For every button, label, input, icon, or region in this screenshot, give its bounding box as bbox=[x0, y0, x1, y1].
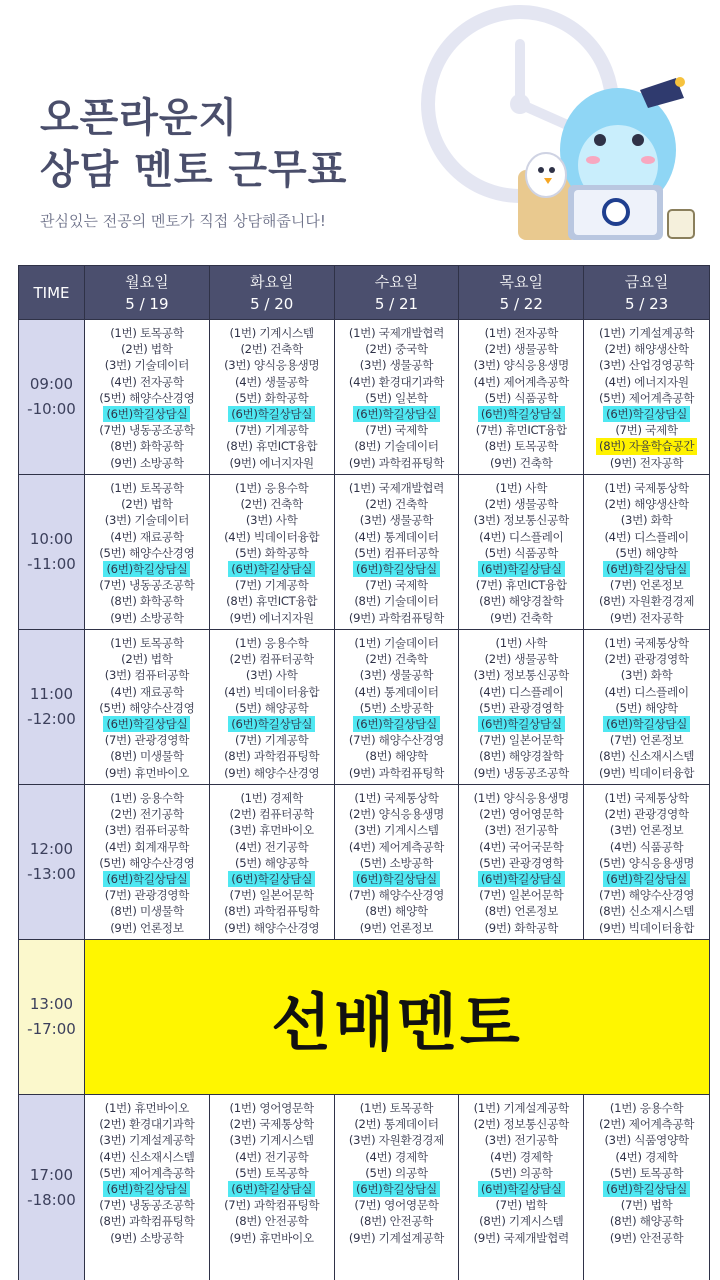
mentor-entry: (3번) 기술데이터 bbox=[104, 358, 190, 373]
mentor-entry: (6번)학길상담실 bbox=[603, 1181, 690, 1197]
mentor-entry: (4번) 회계재무학 bbox=[104, 839, 190, 854]
schedule-table bbox=[18, 265, 710, 1280]
mentor-entry: (8번) 휴먼ICT융합 bbox=[226, 439, 318, 454]
time-end: -17:00 bbox=[27, 1020, 76, 1038]
mentor-entry: (7번) 휴먼ICT융합 bbox=[475, 423, 567, 438]
mentor-entry: (7번) 기계공학 bbox=[234, 578, 309, 593]
mentor-entry: (2번) 전기공학 bbox=[110, 807, 184, 822]
mentor-entry: (4번) 통계데이터 bbox=[354, 529, 439, 544]
mascot-icon bbox=[508, 70, 708, 250]
mentor-entry: (6번)학길상담실 bbox=[228, 561, 315, 577]
mentor-entry: (3번) 기계시스템 bbox=[354, 823, 439, 838]
mentor-entry: (2번) 해양생산학 bbox=[604, 342, 689, 357]
page-title bbox=[40, 92, 347, 196]
mentor-entry: (8번) 토목공학 bbox=[484, 439, 558, 454]
mentor-cell bbox=[210, 785, 335, 940]
mentor-entry: (1번) 토목공학 bbox=[110, 481, 184, 495]
mentor-entry: (3번) 사학 bbox=[245, 668, 298, 683]
mentor-entry: (6번)학길상담실 bbox=[478, 716, 565, 732]
mentor-entry: (6번)학길상담실 bbox=[103, 561, 190, 577]
mentor-entry: (4번) 디스플레이 bbox=[604, 684, 689, 699]
mentor-entry: (7번) 법학 bbox=[495, 1198, 548, 1213]
mentor-entry: (9번) 소방공학 bbox=[110, 610, 184, 625]
mentor-entry: (1번) 국제개발협력 bbox=[348, 481, 445, 495]
mentor-entry: (3번) 양식응용생명 bbox=[473, 358, 569, 373]
day-header bbox=[584, 266, 709, 320]
mentor-entry: (6번)학길상담실 bbox=[228, 871, 315, 887]
mentor-cell bbox=[584, 630, 709, 785]
mentor-entry: (7번) 일본어문학 bbox=[479, 733, 564, 748]
mentor-entry: (9번) 소방공학 bbox=[110, 1230, 184, 1245]
day-date: 5 / 20 bbox=[250, 294, 294, 313]
header bbox=[0, 0, 720, 265]
mentor-entry: (2번) 건축학 bbox=[365, 497, 428, 512]
mentor-entry: (6번)학길상담실 bbox=[478, 561, 565, 577]
mentor-cell bbox=[335, 630, 460, 785]
mentor-entry: (2번) 영어영문학 bbox=[479, 807, 564, 822]
mentor-entry: (8번) 미생물학 bbox=[110, 904, 184, 919]
mentor-entry: (6번)학길상담실 bbox=[603, 716, 690, 732]
mentor-entry: (9번) 전자공학 bbox=[609, 610, 684, 625]
mentor-entry: (1번) 영어영문학 bbox=[229, 1101, 314, 1115]
mentor-cell bbox=[85, 475, 210, 630]
day-date: 5 / 21 bbox=[374, 294, 419, 313]
mentor-entry: (9번) 에너지자원 bbox=[229, 455, 314, 470]
mentor-entry: (9번) 빅데이터융합 bbox=[598, 920, 695, 935]
mentor-entry: (9번) 화학공학 bbox=[484, 920, 558, 935]
mentor-entry: (5번) 관광경영학 bbox=[479, 700, 564, 715]
day-header bbox=[459, 266, 584, 320]
senior-mentor-banner: 선배멘토 bbox=[85, 940, 709, 1095]
mentor-entry: (3번) 양식응용생명 bbox=[224, 358, 320, 373]
mentor-entry: (5번) 관광경영학 bbox=[479, 855, 564, 870]
mentor-entry: (7번) 관광경영학 bbox=[104, 888, 190, 903]
mentor-entry: (7번) 일본어문학 bbox=[479, 888, 564, 903]
mentor-entry: (5번) 해양수산경영 bbox=[99, 390, 195, 405]
mentor-entry: (4번) 경제학 bbox=[490, 1149, 553, 1164]
mentor-entry: (9번) 기계설계공학 bbox=[348, 1230, 445, 1245]
mentor-entry: (4번) 국어국문학 bbox=[479, 839, 564, 854]
title-line-1: 오픈라운지 bbox=[40, 95, 239, 141]
mentor-entry: (6번)학길상담실 bbox=[478, 1181, 565, 1197]
time-start: 10:00 bbox=[29, 530, 74, 548]
mentor-entry: (1번) 사학 bbox=[495, 636, 548, 650]
mentor-entry: (4번) 디스플레이 bbox=[479, 529, 564, 544]
day-name: 월요일 bbox=[125, 272, 169, 291]
mentor-entry: (7번) 해양수산경영 bbox=[348, 733, 445, 748]
mentor-entry: (9번) 해양수산경영 bbox=[224, 765, 320, 780]
mentor-cell bbox=[459, 1095, 584, 1280]
mentor-entry: (1번) 경제학 bbox=[240, 791, 303, 805]
mentor-entry: (2번) 생물공학 bbox=[484, 652, 558, 667]
mentor-cell bbox=[584, 475, 709, 630]
mentor-entry: (6번)학길상담실 bbox=[603, 871, 690, 887]
mentor-entry: (8번) 신소재시스템 bbox=[598, 904, 695, 919]
mentor-entry: (3번) 생물공학 bbox=[359, 668, 434, 683]
mentor-entry: (7번) 기계공학 bbox=[234, 733, 309, 748]
mentor-entry: (4번) 생물공학 bbox=[234, 374, 309, 389]
mentor-cell bbox=[210, 1095, 335, 1280]
mentor-entry: (9번) 건축학 bbox=[490, 610, 553, 625]
mentor-entry: (2번) 생물공학 bbox=[484, 497, 558, 512]
mentor-entry: (3번) 컴퓨터공학 bbox=[104, 823, 190, 838]
mentor-entry: (1번) 휴먼바이오 bbox=[104, 1101, 190, 1115]
mentor-entry: (1번) 국제통상학 bbox=[604, 791, 689, 805]
mentor-entry: (5번) 양식응용생명 bbox=[598, 855, 695, 870]
mentor-entry: (5번) 의공학 bbox=[490, 1165, 553, 1180]
mentor-entry: (3번) 휴먼바이오 bbox=[229, 823, 314, 838]
time-end: -12:00 bbox=[27, 710, 76, 728]
mentor-entry: (3번) 생물공학 bbox=[359, 513, 434, 528]
mentor-cell bbox=[459, 630, 584, 785]
mentor-entry: (8번) 기술데이터 bbox=[354, 594, 439, 609]
mentor-entry: (7번) 국제학 bbox=[615, 423, 678, 438]
mentor-entry: (8번) 자율학습공간 bbox=[596, 438, 697, 454]
mentor-entry: (2번) 법학 bbox=[121, 342, 173, 357]
mentor-entry: (4번) 디스플레이 bbox=[604, 529, 689, 544]
mentor-cell bbox=[85, 1095, 210, 1280]
mentor-entry: (1번) 기술데이터 bbox=[354, 636, 439, 650]
mentor-entry: (7번) 국제학 bbox=[365, 578, 428, 593]
time-start: 11:00 bbox=[29, 685, 74, 703]
mentor-entry: (3번) 컴퓨터공학 bbox=[104, 668, 190, 683]
mentor-entry: (2번) 국제통상학 bbox=[229, 1117, 314, 1132]
mentor-entry: (9번) 언론정보 bbox=[110, 920, 184, 935]
mentor-entry: (7번) 관광경영학 bbox=[104, 733, 190, 748]
mentor-entry: (1번) 양식응용생명 bbox=[473, 791, 569, 805]
day-header bbox=[85, 266, 210, 320]
mentor-entry: (9번) 과학컴퓨팅학 bbox=[348, 455, 445, 470]
mentor-entry: (4번) 재료공학 bbox=[110, 684, 184, 699]
time-start: 13:00 bbox=[29, 995, 74, 1013]
mentor-entry: (7번) 일본어문학 bbox=[229, 888, 314, 903]
mentor-entry: (8번) 해양경찰학 bbox=[479, 749, 564, 764]
mentor-entry: (9번) 언론정보 bbox=[359, 920, 434, 935]
mentor-entry: (2번) 환경대기과학 bbox=[99, 1117, 195, 1132]
mentor-entry: (1번) 토목공학 bbox=[110, 636, 184, 650]
mentor-cell bbox=[335, 785, 460, 940]
mentor-entry: (3번) 산업경영공학 bbox=[598, 358, 695, 373]
mentor-entry: (3번) 기계시스템 bbox=[229, 1133, 314, 1148]
mentor-entry: (5번) 토목공학 bbox=[609, 1165, 684, 1180]
day-name: 목요일 bbox=[499, 272, 544, 291]
mentor-entry: (2번) 관광경영학 bbox=[604, 652, 689, 667]
mentor-entry: (4번) 환경대기과학 bbox=[348, 374, 445, 389]
mentor-entry: (8번) 기계시스템 bbox=[479, 1214, 564, 1229]
mentor-entry: (1번) 국제개발협력 bbox=[348, 326, 445, 340]
mentor-entry: (7번) 국제학 bbox=[365, 423, 428, 438]
mentor-entry: (6번)학길상담실 bbox=[103, 871, 190, 887]
day-header bbox=[210, 266, 335, 320]
time-end: -10:00 bbox=[27, 400, 76, 418]
time-slot bbox=[19, 1095, 85, 1280]
mentor-cell bbox=[85, 320, 210, 475]
mentor-entry: (8번) 신소재시스템 bbox=[598, 749, 695, 764]
mentor-cell bbox=[85, 785, 210, 940]
mentor-entry: (8번) 안전공학 bbox=[234, 1214, 309, 1229]
mentor-entry: (8번) 화학공학 bbox=[110, 439, 184, 454]
mentor-entry: (9번) 안전공학 bbox=[609, 1230, 684, 1245]
mentor-entry: (6번)학길상담실 bbox=[103, 716, 190, 732]
mentor-entry: (3번) 기술데이터 bbox=[104, 513, 190, 528]
mentor-entry: (5번) 식품공학 bbox=[484, 390, 558, 405]
mentor-entry: (1번) 전자공학 bbox=[484, 326, 558, 340]
mentor-entry: (2번) 해양생산학 bbox=[604, 497, 689, 512]
mentor-entry: (2번) 통계데이터 bbox=[354, 1117, 439, 1132]
mentor-entry: (4번) 빅데이터융합 bbox=[224, 684, 320, 699]
mentor-entry: (3번) 정보통신공학 bbox=[473, 513, 569, 528]
mentor-entry: (6번)학길상담실 bbox=[103, 1181, 190, 1197]
title-line-2: 상담 멘토 근무표 bbox=[40, 147, 348, 193]
mentor-entry: (6번)학길상담실 bbox=[103, 406, 190, 422]
mentor-entry: (5번) 해양학 bbox=[615, 545, 678, 560]
mentor-entry: (2번) 법학 bbox=[121, 652, 173, 667]
day-header bbox=[335, 266, 460, 320]
mentor-entry: (9번) 과학컴퓨팅학 bbox=[348, 765, 445, 780]
mentor-entry: (4번) 경제학 bbox=[365, 1149, 428, 1164]
mentor-entry: (1번) 국제통상학 bbox=[604, 481, 689, 495]
page-subtitle: 관심있는 전공의 멘토가 직접 상담해줍니다! bbox=[40, 212, 326, 230]
time-start: 09:00 bbox=[29, 375, 74, 393]
mentor-entry: (6번)학길상담실 bbox=[603, 406, 690, 422]
mentor-entry: (9번) 빅데이터융합 bbox=[598, 765, 695, 780]
mentor-entry: (8번) 과학컴퓨팅학 bbox=[224, 904, 320, 919]
mentor-entry: (9번) 에너지자원 bbox=[229, 610, 314, 625]
mentor-entry: (4번) 디스플레이 bbox=[479, 684, 564, 699]
mentor-entry: (8번) 화학공학 bbox=[110, 594, 184, 609]
time-start: 12:00 bbox=[29, 840, 74, 858]
mentor-entry: (2번) 건축학 bbox=[240, 342, 303, 357]
mentor-entry: (3번) 식품영양학 bbox=[604, 1133, 689, 1148]
mentor-entry: (9번) 휴먼바이오 bbox=[104, 765, 190, 780]
time-end: -13:00 bbox=[27, 865, 76, 883]
mentor-entry: (7번) 해양수산경영 bbox=[598, 888, 695, 903]
mentor-entry: (7번) 언론정보 bbox=[609, 578, 684, 593]
mentor-cell bbox=[335, 1095, 460, 1280]
mentor-entry: (5번) 일본학 bbox=[365, 390, 428, 405]
mentor-entry: (8번) 자원환경경제 bbox=[598, 594, 695, 609]
time-end: -11:00 bbox=[27, 555, 76, 573]
mentor-cell bbox=[584, 320, 709, 475]
mentor-entry: (3번) 사학 bbox=[245, 513, 298, 528]
mentor-entry: (6번)학길상담실 bbox=[353, 871, 440, 887]
mentor-entry: (3번) 기계설계공학 bbox=[99, 1133, 195, 1148]
mentor-entry: (2번) 컴퓨터공학 bbox=[229, 807, 314, 822]
mentor-entry: (3번) 전기공학 bbox=[484, 1133, 558, 1148]
mentor-entry: (5번) 토목공학 bbox=[234, 1165, 309, 1180]
mentor-entry: (7번) 휴먼ICT융합 bbox=[475, 578, 567, 593]
mentor-entry: (2번) 관광경영학 bbox=[604, 807, 689, 822]
mentor-entry: (3번) 언론정보 bbox=[609, 823, 684, 838]
mentor-entry: (2번) 중국학 bbox=[365, 342, 428, 357]
mentor-entry: (9번) 해양수산경영 bbox=[224, 920, 320, 935]
mentor-entry: (7번) 냉동공조공학 bbox=[99, 578, 195, 593]
day-name: 수요일 bbox=[374, 272, 419, 291]
mentor-entry: (8번) 해양학 bbox=[365, 749, 428, 764]
mentor-entry: (8번) 해양공학 bbox=[609, 1214, 684, 1229]
mentor-entry: (7번) 냉동공조공학 bbox=[99, 1198, 195, 1213]
mentor-entry: (5번) 제어계측공학 bbox=[598, 390, 695, 405]
mentor-entry: (4번) 제어계측공학 bbox=[348, 839, 445, 854]
mentor-entry: (8번) 기술데이터 bbox=[354, 439, 439, 454]
time-end: -18:00 bbox=[27, 1190, 76, 1209]
time-slot bbox=[19, 785, 85, 940]
mentor-entry: (8번) 언론정보 bbox=[484, 904, 558, 919]
mentor-entry: (4번) 전자공학 bbox=[110, 374, 184, 389]
mentor-entry: (8번) 휴먼ICT융합 bbox=[226, 594, 318, 609]
mentor-entry: (5번) 해양수산경영 bbox=[99, 855, 195, 870]
mentor-entry: (6번)학길상담실 bbox=[228, 716, 315, 732]
mentor-entry: (5번) 컴퓨터공학 bbox=[354, 545, 439, 560]
mentor-entry: (8번) 해양학 bbox=[365, 904, 428, 919]
mentor-entry: (4번) 식품공학 bbox=[609, 839, 684, 854]
mentor-entry: (5번) 소방공학 bbox=[359, 700, 434, 715]
day-name: 화요일 bbox=[249, 272, 294, 291]
time-start: 17:00 bbox=[29, 1165, 74, 1184]
mentor-entry: (4번) 신소재시스템 bbox=[99, 1149, 195, 1164]
mentor-entry: (1번) 응용수학 bbox=[234, 636, 309, 650]
mentor-entry: (2번) 생물공학 bbox=[484, 342, 558, 357]
mentor-entry: (6번)학길상담실 bbox=[353, 1181, 440, 1197]
mentor-entry: (1번) 국제통상학 bbox=[604, 636, 689, 650]
mentor-entry: (2번) 제어계측공학 bbox=[598, 1117, 695, 1132]
mentor-entry: (6번)학길상담실 bbox=[478, 406, 565, 422]
mentor-entry: (5번) 해양수산경영 bbox=[99, 700, 195, 715]
mentor-entry: (6번)학길상담실 bbox=[353, 716, 440, 732]
mentor-entry: (1번) 사학 bbox=[495, 481, 548, 495]
mentor-entry: (2번) 건축학 bbox=[240, 497, 303, 512]
mentor-entry: (3번) 자원환경경제 bbox=[348, 1133, 445, 1148]
mentor-entry: (8번) 과학컴퓨팅학 bbox=[99, 1214, 195, 1229]
mentor-entry: (2번) 건축학 bbox=[365, 652, 428, 667]
day-date: 5 / 19 bbox=[125, 294, 169, 313]
mentor-entry: (1번) 기계시스템 bbox=[229, 326, 314, 340]
mentor-entry: (7번) 냉동공조공학 bbox=[99, 423, 195, 438]
mentor-entry: (4번) 제어계측공학 bbox=[473, 374, 569, 389]
day-name: 금요일 bbox=[624, 272, 669, 291]
mentor-entry: (5번) 화학공학 bbox=[234, 545, 309, 560]
mentor-cell bbox=[210, 475, 335, 630]
mentor-entry: (1번) 기계설계공학 bbox=[598, 326, 695, 340]
time-header: TIME bbox=[19, 266, 85, 320]
mentor-cell bbox=[459, 320, 584, 475]
mentor-entry: (1번) 토목공학 bbox=[110, 326, 184, 340]
time-slot bbox=[19, 940, 85, 1095]
mentor-entry: (5번) 해양공학 bbox=[234, 855, 309, 870]
mentor-entry: (7번) 영어영문학 bbox=[354, 1198, 439, 1213]
mentor-entry: (5번) 해양학 bbox=[615, 700, 678, 715]
mentor-cell bbox=[335, 475, 460, 630]
mentor-entry: (8번) 해양경찰학 bbox=[479, 594, 564, 609]
mentor-entry: (5번) 식품공학 bbox=[484, 545, 558, 560]
mentor-entry: (5번) 화학공학 bbox=[234, 390, 309, 405]
mentor-entry: (9번) 전자공학 bbox=[609, 455, 684, 470]
time-slot bbox=[19, 320, 85, 475]
mentor-entry: (3번) 화학 bbox=[620, 513, 673, 528]
mentor-cell bbox=[85, 630, 210, 785]
mentor-entry: (4번) 전기공학 bbox=[234, 1149, 309, 1164]
mentor-entry: (7번) 해양수산경영 bbox=[348, 888, 445, 903]
mentor-entry: (2번) 컴퓨터공학 bbox=[229, 652, 314, 667]
mentor-entry: (8번) 미생물학 bbox=[110, 749, 184, 764]
mentor-entry: (4번) 에너지자원 bbox=[604, 374, 689, 389]
mentor-entry: (4번) 빅데이터융합 bbox=[224, 529, 320, 544]
mentor-entry: (9번) 휴먼바이오 bbox=[229, 1230, 314, 1245]
mentor-entry: (2번) 정보통신공학 bbox=[473, 1117, 569, 1132]
mentor-cell bbox=[210, 320, 335, 475]
mentor-entry: (4번) 통계데이터 bbox=[354, 684, 439, 699]
mentor-cell bbox=[459, 475, 584, 630]
mentor-entry: (1번) 국제통상학 bbox=[354, 791, 439, 805]
mentor-entry: (5번) 해양수산경영 bbox=[99, 545, 195, 560]
time-slot bbox=[19, 630, 85, 785]
mentor-entry: (5번) 소방공학 bbox=[359, 855, 434, 870]
mentor-entry: (3번) 화학 bbox=[620, 668, 673, 683]
mentor-entry: (1번) 기계설계공학 bbox=[473, 1101, 569, 1115]
mentor-entry: (9번) 과학컴퓨팅학 bbox=[348, 610, 445, 625]
time-slot bbox=[19, 475, 85, 630]
mentor-entry: (1번) 응용수학 bbox=[110, 791, 184, 805]
mentor-entry: (5번) 제어계측공학 bbox=[99, 1165, 195, 1180]
mentor-entry: (5번) 해양공학 bbox=[234, 700, 309, 715]
mentor-entry: (7번) 기계공학 bbox=[234, 423, 309, 438]
mentor-entry: (6번)학길상담실 bbox=[228, 406, 315, 422]
mentor-entry: (8번) 안전공학 bbox=[359, 1214, 434, 1229]
mentor-entry: (6번)학길상담실 bbox=[353, 406, 440, 422]
mentor-entry: (5번) 의공학 bbox=[365, 1165, 428, 1180]
day-date: 5 / 22 bbox=[499, 294, 543, 313]
mentor-entry: (4번) 경제학 bbox=[615, 1149, 678, 1164]
mentor-entry: (2번) 양식응용생명 bbox=[348, 807, 445, 822]
mentor-entry: (6번)학길상담실 bbox=[228, 1181, 315, 1197]
mentor-cell bbox=[210, 630, 335, 785]
mentor-cell bbox=[335, 320, 460, 475]
mentor-entry: (9번) 소방공학 bbox=[110, 455, 184, 470]
mentor-entry: (6번)학길상담실 bbox=[478, 871, 565, 887]
mentor-entry: (8번) 과학컴퓨팅학 bbox=[224, 749, 320, 764]
mentor-entry: (9번) 건축학 bbox=[490, 455, 553, 470]
mentor-entry: (4번) 전기공학 bbox=[234, 839, 309, 854]
mentor-entry: (6번)학길상담실 bbox=[603, 561, 690, 577]
mentor-entry: (6번)학길상담실 bbox=[353, 561, 440, 577]
mentor-cell bbox=[584, 1095, 709, 1280]
mentor-entry: (1번) 응용수학 bbox=[234, 481, 309, 495]
mentor-entry: (4번) 재료공학 bbox=[110, 529, 184, 544]
mentor-entry: (7번) 과학컴퓨팅학 bbox=[224, 1198, 320, 1213]
mentor-cell bbox=[459, 785, 584, 940]
mentor-entry: (3번) 생물공학 bbox=[359, 358, 434, 373]
mentor-entry: (7번) 언론정보 bbox=[609, 733, 684, 748]
mentor-cell bbox=[584, 785, 709, 940]
mentor-entry: (3번) 전기공학 bbox=[484, 823, 558, 838]
mentor-entry: (9번) 냉동공조공학 bbox=[473, 765, 569, 780]
mentor-entry: (1번) 토목공학 bbox=[359, 1101, 434, 1115]
mentor-entry: (2번) 법학 bbox=[121, 497, 173, 512]
mentor-entry: (9번) 국제개발협력 bbox=[473, 1230, 569, 1245]
mentor-entry: (3번) 정보통신공학 bbox=[473, 668, 569, 683]
day-date: 5 / 23 bbox=[624, 294, 669, 313]
mentor-entry: (1번) 응용수학 bbox=[609, 1101, 684, 1115]
mentor-entry: (7번) 법학 bbox=[620, 1198, 673, 1213]
